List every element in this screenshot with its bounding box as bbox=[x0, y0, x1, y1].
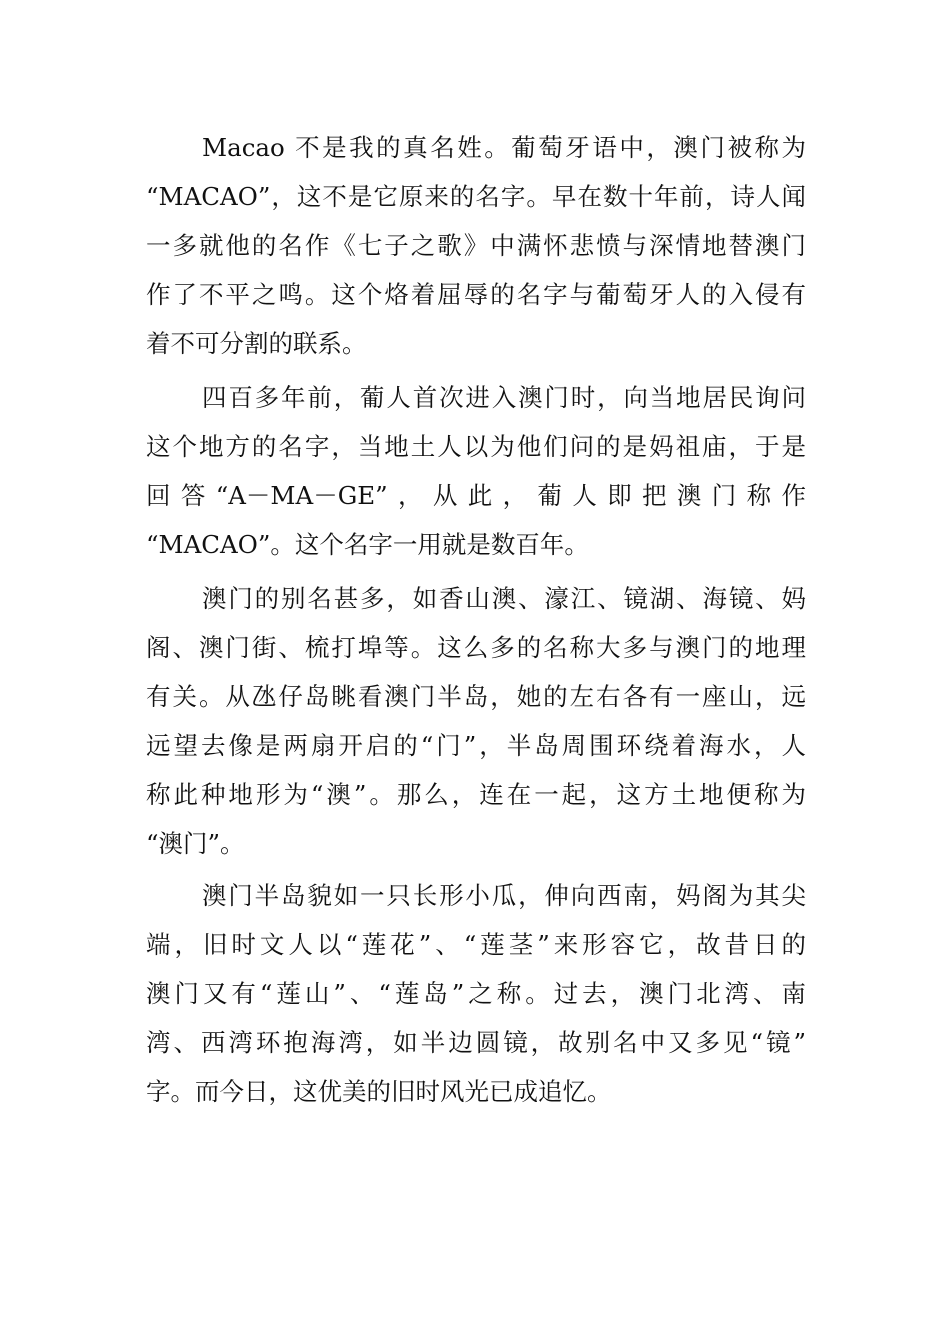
paragraph-4-line-1: 澳门半岛貌如一只长形小瓜，伸向西南，妈阁为其尖 bbox=[202, 881, 806, 910]
paragraph-1-line-5: 着不可分割的联系。 bbox=[146, 329, 367, 358]
paragraph-4-line-5: 字。而今日，这优美的旧时风光已成追忆。 bbox=[146, 1077, 612, 1106]
paragraph-3-line-3: 有关。从氹仔岛眺看澳门半岛，她的左右各有一座山，远 bbox=[146, 682, 806, 711]
paragraph-3-line-1: 澳门的别名甚多，如香山澳、濠江、镜湖、海镜、妈 bbox=[202, 584, 806, 613]
paragraph-1-line-1: Macao 不是我的真名姓。葡萄牙语中，澳门被称为 bbox=[202, 133, 806, 162]
paragraph-3-line-6: “澳门”。 bbox=[146, 829, 245, 858]
paragraph-3-line-4: 远望去像是两扇开启的“门”，半岛周围环绕着海水，人 bbox=[146, 731, 806, 760]
paragraph-4-line-4: 湾、西湾环抱海湾，如半边圆镜，故别名中又多见“镜” bbox=[146, 1028, 806, 1057]
paragraph-1-line-2: “MACAO”，这不是它原来的名字。早在数十年前，诗人闻 bbox=[146, 182, 806, 211]
paragraph-3-line-2: 阁、澳门街、梳打埠等。这么多的名称大多与澳门的地理 bbox=[146, 633, 806, 662]
paragraph-2-line-1: 四百多年前，葡人首次进入澳门时，向当地居民询问 bbox=[202, 383, 806, 412]
paragraph-1-line-4: 作了不平之鸣。这个烙着屈辱的名字与葡萄牙人的入侵有 bbox=[146, 280, 806, 309]
paragraph-2-line-4: “MACAO”。这个名字一用就是数百年。 bbox=[146, 530, 589, 559]
paragraph-3-line-5: 称此种地形为“澳”。那么，连在一起，这方土地便称为 bbox=[146, 780, 806, 809]
paragraph-2-line-2: 这个地方的名字，当地土人以为他们问的是妈祖庙，于是 bbox=[146, 432, 806, 461]
paragraph-2-line-3: 回答“A－MA－GE”，从此，葡人即把澳门称作 bbox=[146, 481, 806, 510]
paragraph-4-line-2: 端，旧时文人以“莲花”、“莲茎”来形容它，故昔日的 bbox=[146, 930, 806, 959]
paragraph-4-line-3: 澳门又有“莲山”、“莲岛”之称。过去，澳门北湾、南 bbox=[146, 979, 806, 1008]
paragraph-1-line-3: 一多就他的名作《七子之歌》中满怀悲愤与深情地替澳门 bbox=[146, 231, 806, 260]
